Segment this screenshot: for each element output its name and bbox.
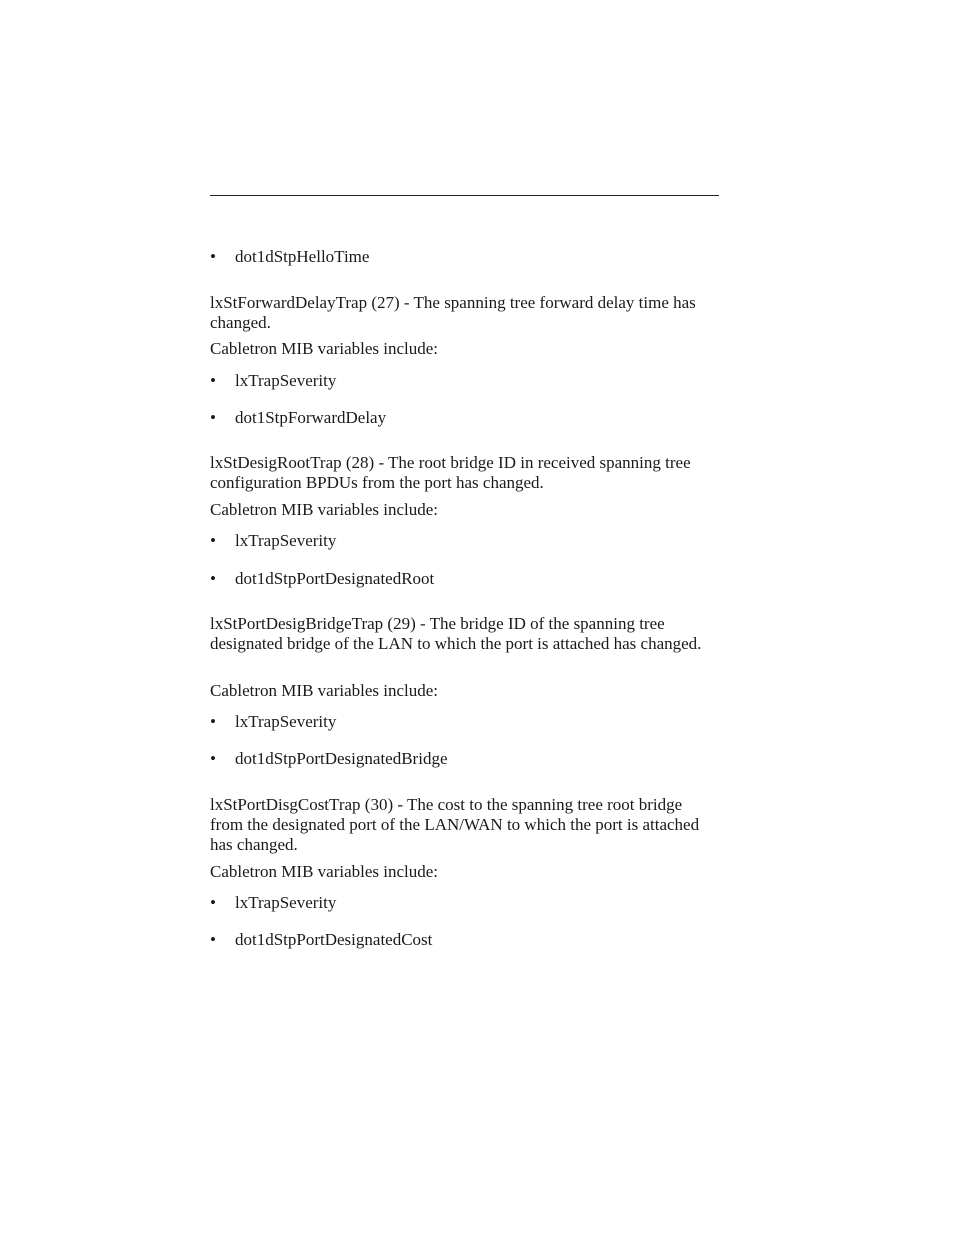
bullet-icon: •	[210, 569, 216, 588]
mib-intro: Cabletron MIB variables include:	[210, 500, 439, 519]
bullet-icon: •	[210, 408, 216, 427]
mib-intro: Cabletron MIB variables include:	[210, 339, 439, 358]
bullet-icon: •	[210, 371, 216, 390]
list-item-text: dot1StpForwardDelay	[235, 408, 387, 427]
bullet-icon: •	[210, 749, 216, 768]
trap-description: lxStForwardDelayTrap (27) - The spanning tree forward delay time has changed.	[210, 293, 696, 332]
list-item-text: dot1dStpHelloTime	[235, 247, 370, 266]
list-item-text: dot1dStpPortDesignatedCost	[235, 930, 433, 949]
list-item-text: dot1dStpPortDesignatedRoot	[235, 569, 435, 588]
list-item-text: lxTrapSeverity	[235, 371, 337, 390]
bullet-icon: •	[210, 893, 216, 912]
bullet-icon: •	[210, 531, 216, 550]
list-item-text: lxTrapSeverity	[235, 893, 337, 912]
mib-intro: Cabletron MIB variables include:	[210, 862, 439, 881]
header-rule	[210, 195, 719, 196]
bullet-icon: •	[210, 930, 216, 949]
trap-description: lxStPortDisgCostTrap (30) - The cost to the spanning tree root bridge from the designated port of the LAN/WAN to which the port is attached has changed.	[210, 795, 700, 854]
list-item-text: dot1dStpPortDesignatedBridge	[235, 749, 448, 768]
bullet-icon: •	[210, 712, 216, 731]
list-item-text: lxTrapSeverity	[235, 712, 337, 731]
mib-intro: Cabletron MIB variables include:	[210, 681, 439, 700]
trap-description: lxStDesigRootTrap (28) - The root bridge ID in received spanning tree configuration BPDUs from the port has changed.	[210, 453, 691, 492]
bullet-icon: •	[210, 247, 216, 266]
list-item-text: lxTrapSeverity	[235, 531, 337, 550]
trap-description: lxStPortDesigBridgeTrap (29) - The bridge ID of the spanning tree designated bridge of the LAN to which the port is attached has changed.	[210, 614, 702, 653]
